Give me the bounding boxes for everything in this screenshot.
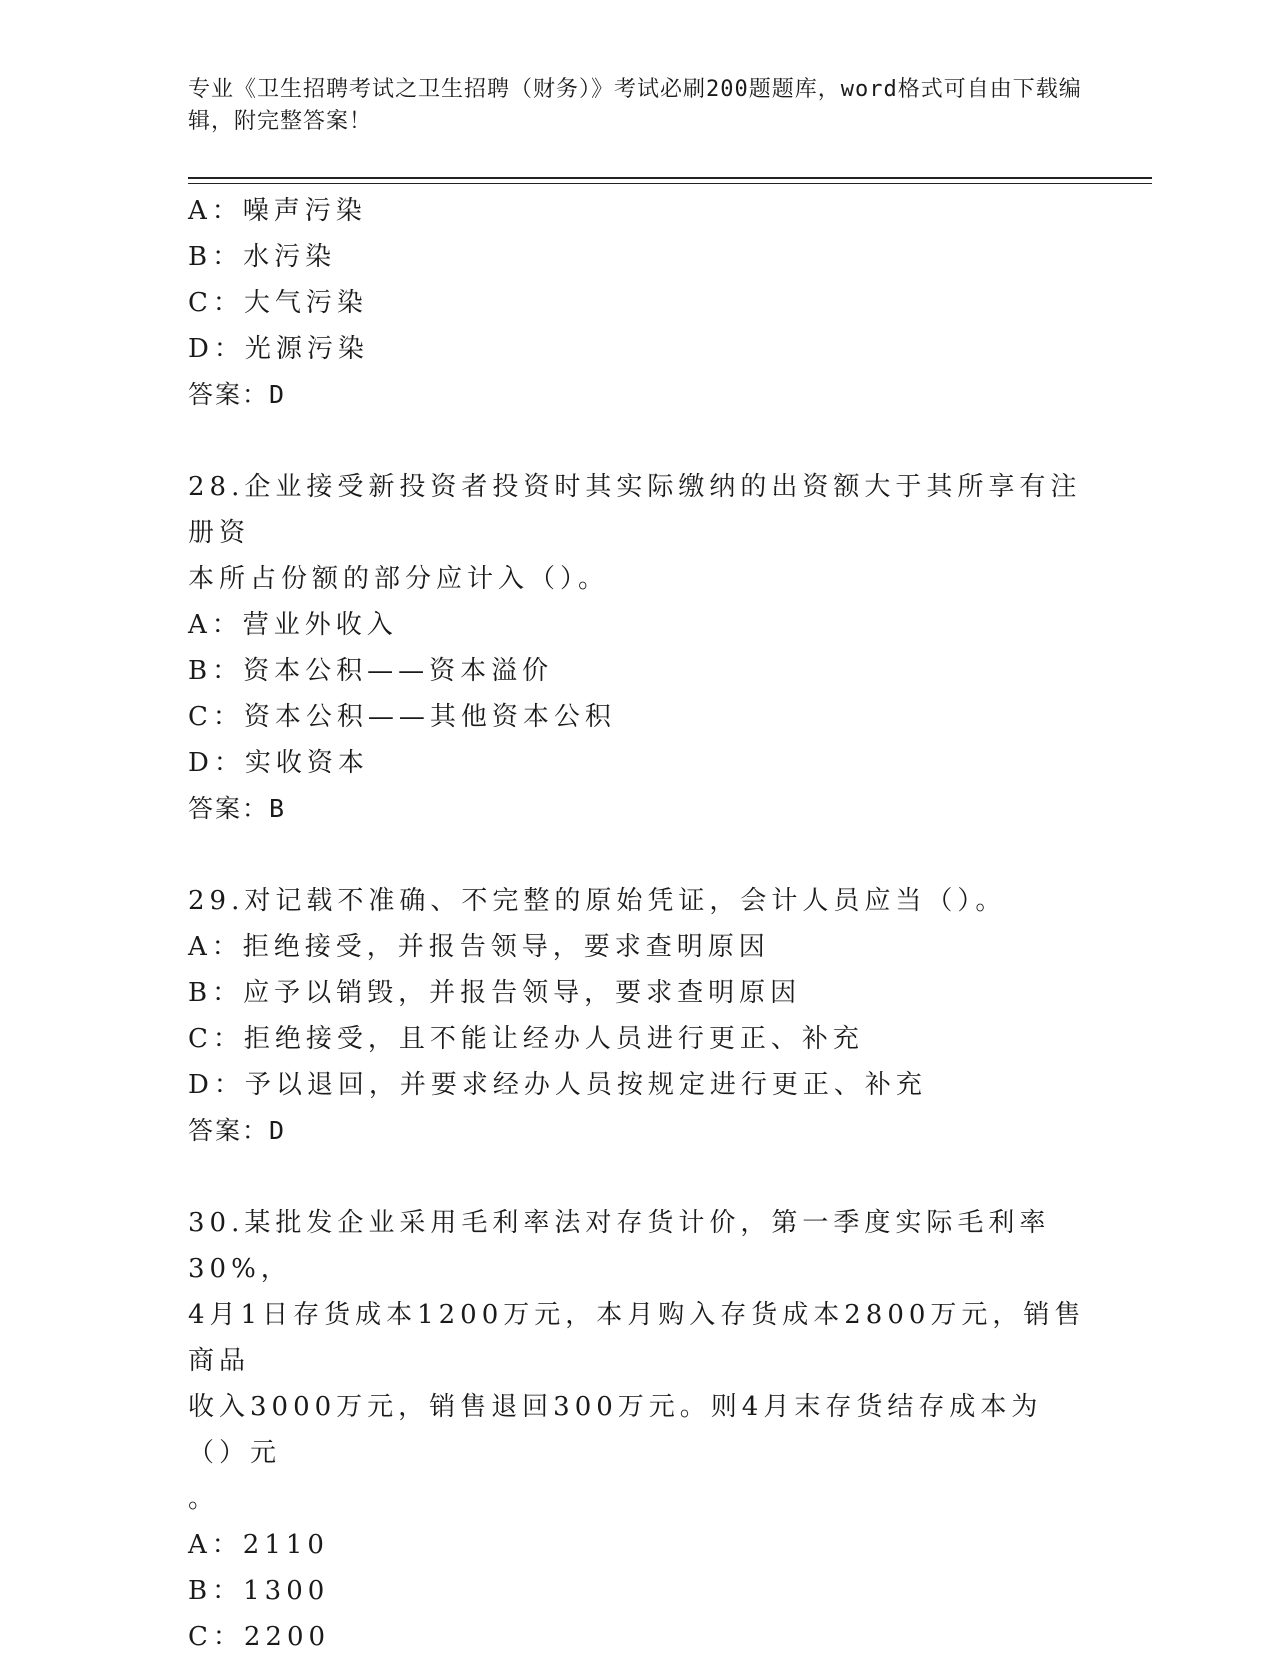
option-c: C：大气污染: [188, 288, 368, 318]
question-stem-cont: 收入3000万元，销售退回300万元。则4月末存货结存成本为（）元: [188, 1392, 1043, 1468]
option-c: C：2200: [188, 1622, 331, 1652]
option-c: C：资本公积——其他资本公积: [188, 702, 616, 732]
option-a: A：拒绝接受，并报告领导，要求查明原因: [188, 932, 770, 962]
header-rule-thick: [188, 177, 1152, 179]
option-b: B：应予以销毁，并报告领导，要求查明原因: [188, 978, 802, 1008]
question-stem: 28.企业接受新投资者投资时其实际缴纳的出资额大于其所享有注册资: [188, 472, 1082, 548]
question-stem: 30.某批发企业采用毛利率法对存货计价，第一季度实际毛利率30%，: [188, 1208, 1051, 1284]
option-c: C：拒绝接受，且不能让经办人员进行更正、补充: [188, 1024, 864, 1054]
header-rule-thin: [188, 183, 1152, 184]
answer-label: 答案：D: [188, 1116, 287, 1145]
option-a: A：营业外收入: [188, 610, 398, 640]
option-a: A：2110: [188, 1530, 329, 1560]
option-d: D：实收资本: [188, 748, 369, 778]
document-body: [188, 188, 1088, 1660]
question-stem-cont: 本所占份额的部分应计入（）。: [188, 564, 610, 594]
option-b: B：水污染: [188, 242, 337, 272]
question-30: [188, 1200, 1088, 1660]
question-stem-cont: 4月1日存货成本1200万元，本月购入存货成本2800万元，销售商品: [188, 1300, 1086, 1376]
question-stem-cont: 。: [188, 1484, 220, 1514]
document-header: 专业《卫生招聘考试之卫生招聘（财务）》考试必刷200题题库，word格式可自由下载编辑，附完整答案！: [188, 77, 1082, 134]
question-29: [188, 878, 1088, 1154]
option-b: B：1300: [188, 1576, 330, 1606]
option-d: D：光源污染: [188, 334, 369, 364]
option-b: B：资本公积——资本溢价: [188, 656, 554, 686]
question-27: [188, 188, 1088, 418]
answer-label: 答案：D: [188, 380, 287, 409]
question-stem: 29.对记载不准确、不完整的原始凭证，会计人员应当（）。: [188, 886, 1007, 916]
answer-label: 答案：B: [188, 794, 287, 823]
question-28: [188, 464, 1088, 832]
option-a: A：噪声污染: [188, 196, 367, 226]
option-d: D：予以退回，并要求经办人员按规定进行更正、补充: [188, 1070, 927, 1100]
